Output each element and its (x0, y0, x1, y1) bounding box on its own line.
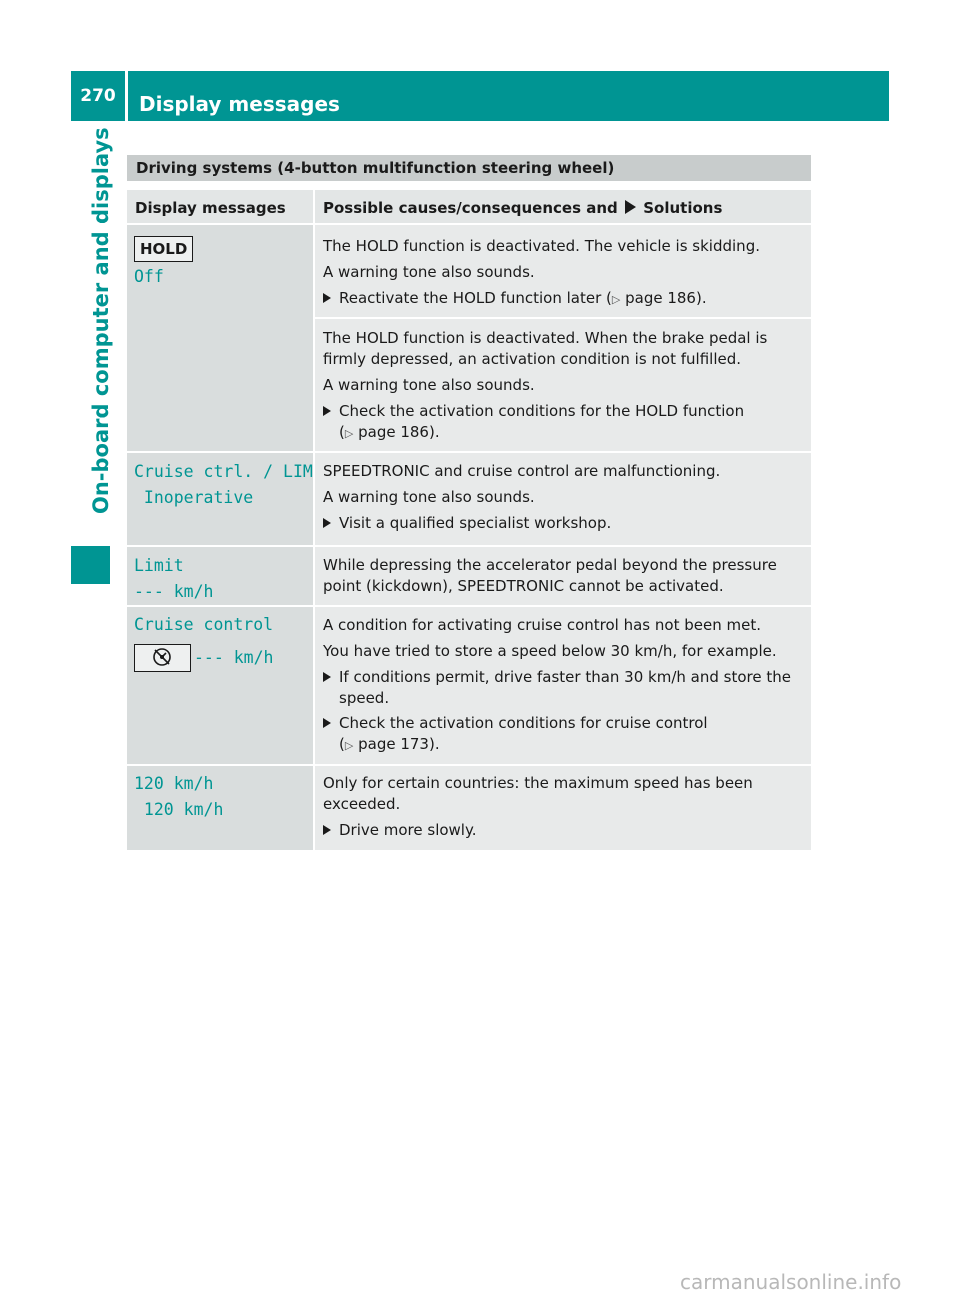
table-row-limit-display (127, 547, 313, 605)
solution-item: Check the activation conditions for cruise control (▷ page 173). (323, 713, 807, 756)
solution-item: Check the activation conditions for the HOLD function (▷ page 186). (323, 401, 807, 444)
display-message: --- km/h (194, 648, 274, 667)
solution-text: Drive more slowly. (339, 821, 477, 839)
display-message: Off (134, 267, 164, 286)
display-message: Inoperative (134, 488, 254, 507)
arrow-icon (323, 293, 331, 303)
hold-symbol: HOLD (134, 236, 193, 262)
arrow-icon (323, 825, 331, 835)
solution-item (323, 288, 807, 310)
display-message-row (134, 644, 313, 672)
page-ref-icon: ▷ (611, 293, 621, 306)
solution-item (323, 820, 807, 841)
column-header-causes (315, 190, 811, 223)
cause-text: A warning tone also sounds. (323, 376, 535, 394)
column-header-solutions-text: Solutions (643, 199, 723, 217)
cause-text: SPEEDTRONIC and cruise control are malfunctioning. (323, 462, 721, 480)
display-message: 120 km/h (134, 774, 214, 793)
arrow-icon (323, 406, 331, 416)
table-row-hold-cause-1 (315, 225, 811, 317)
display-message: Cruise ctrl. / LIM (134, 462, 313, 481)
solution-item (323, 667, 807, 709)
cause-text: Only for certain countries: the maximum speed has been exceeded. (323, 774, 753, 813)
arrow-icon (323, 518, 331, 528)
chapter-marker (71, 546, 110, 584)
solution-text: If conditions permit, drive faster than 30 km/h and store the speed. (339, 668, 791, 707)
table-row-max-speed-cause (315, 766, 811, 850)
table-row-cruise-control-cause (315, 607, 811, 764)
page-reference: page 186). (625, 289, 707, 307)
display-message: --- km/h (134, 582, 214, 601)
table-row-hold-display (127, 225, 313, 451)
cause-text: A condition for activating cruise control has not been met. (323, 616, 761, 634)
column-header-display: Display messages (127, 190, 313, 223)
page-reference: page 173). (358, 735, 440, 753)
page-header (71, 71, 889, 121)
display-message: Cruise control (134, 615, 274, 634)
solution-text: Check the activation conditions for cruise control (339, 714, 708, 732)
table-row-cruise-lim-display (127, 453, 313, 545)
arrow-icon (323, 672, 331, 682)
watermark: carmanualsonline.info (680, 1270, 902, 1294)
page-ref-icon: ▷ (344, 427, 354, 440)
cause-text: The HOLD function is deactivated. When the brake pedal is firmly depressed, an activation condition is not fulfilled. (323, 329, 768, 368)
cause-text: While depressing the accelerator pedal beyond the pressure point (kickdown), SPEEDTRONIC cannot be activated. (323, 556, 777, 595)
solution-text: Check the activation conditions for the HOLD function (339, 402, 745, 420)
cause-text: The HOLD function is deactivated. The vehicle is skidding. (323, 237, 760, 255)
display-message: Limit (134, 556, 184, 575)
solution-item (323, 513, 807, 534)
header-divider (125, 71, 128, 121)
chapter-title: On-board computer and displays (89, 127, 113, 514)
page-number: 270 (80, 86, 116, 106)
arrow-icon (625, 200, 636, 214)
page-ref-icon: ▷ (344, 739, 354, 752)
chapter-side-tab (71, 127, 113, 584)
table-row-cruise-lim-cause (315, 453, 811, 545)
table-row-hold-cause-2 (315, 319, 811, 451)
arrow-icon (323, 718, 331, 728)
page-reference: page 186). (358, 423, 440, 441)
table-caption: Driving systems (4-button multifunction steering wheel) (127, 155, 811, 181)
cause-text: You have tried to store a speed below 30 km/h, for example. (323, 642, 777, 660)
solution-text: Reactivate the HOLD function later ( (339, 289, 612, 307)
page-title: Display messages (139, 92, 340, 116)
table-row-limit-cause (315, 547, 811, 605)
solution-text: Visit a qualified specialist workshop. (339, 514, 612, 532)
column-header-causes-text: Possible causes/consequences and (323, 199, 618, 217)
cause-text: A warning tone also sounds. (323, 263, 535, 281)
speedometer-icon (134, 644, 191, 672)
cause-text: A warning tone also sounds. (323, 488, 535, 506)
table-row-max-speed-display (127, 766, 313, 850)
table-row-cruise-control-display (127, 607, 313, 764)
display-message: 120 km/h (134, 800, 224, 819)
